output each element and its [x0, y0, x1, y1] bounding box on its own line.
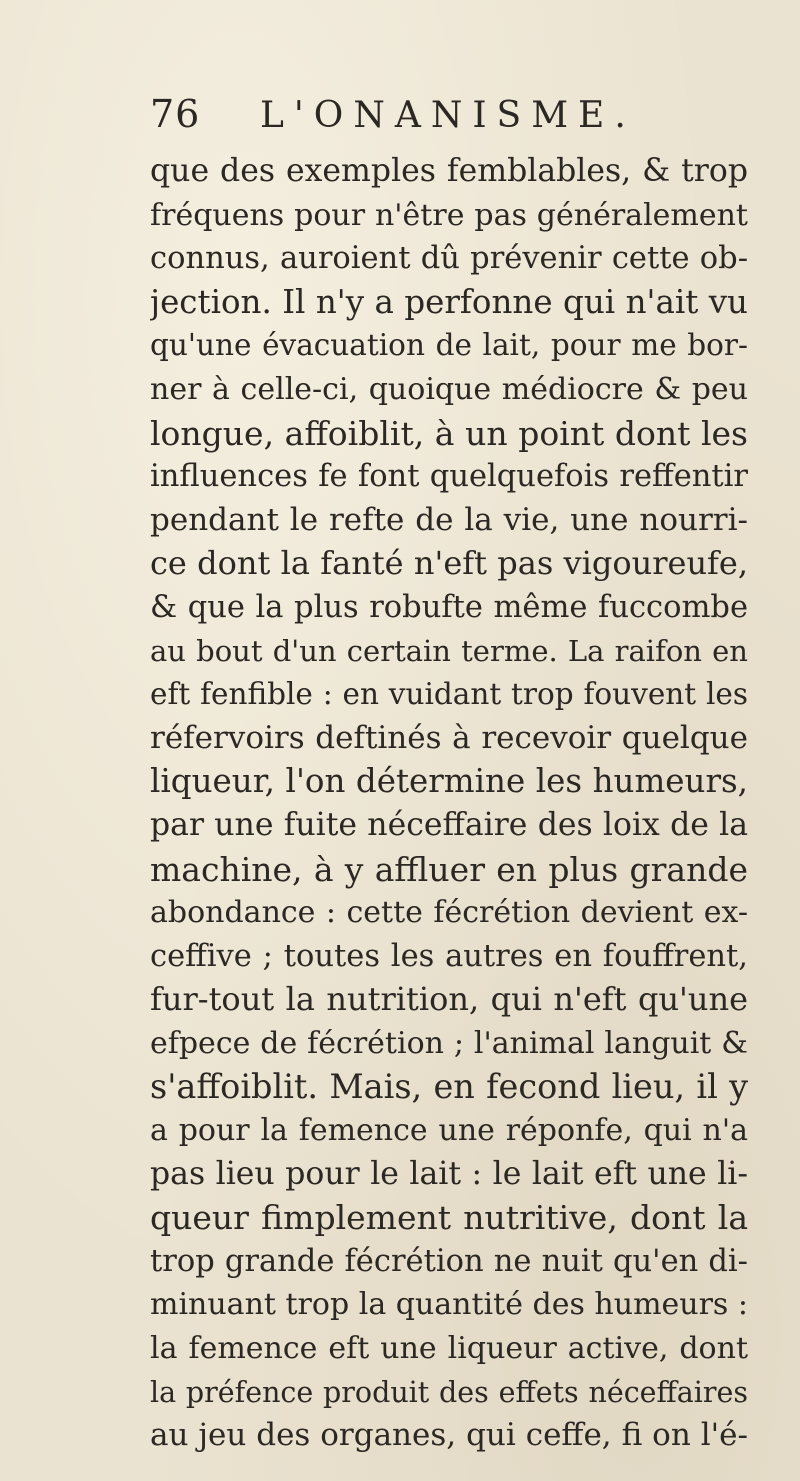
text-line: queur fimplement nutritive, dont la [150, 1198, 748, 1238]
text-line: jection. Il n'y a perfonne qui n'ait vu [150, 282, 748, 321]
text-line: la préfence produit des effets néceffaires [150, 1375, 748, 1409]
page-number: 76 [150, 92, 201, 136]
text-line: qu'une évacuation de lait, pour me bor- [150, 328, 748, 363]
text-line: que des exemples femblables, & trop [150, 153, 748, 189]
text-line: longue, affoiblit, à un point dont les [150, 413, 748, 453]
text-line: ce dont la fanté n'eft pas vigoureufe, [150, 544, 748, 583]
text-line: pas lieu pour le lait : le lait eft une li- [150, 1155, 748, 1192]
text-line: minuant trop la quantité des humeurs : [150, 1287, 748, 1323]
body-text [150, 150, 748, 1458]
text-line: au jeu des organes, qui ceffe, fi on l'é- [150, 1417, 748, 1454]
text-line: ner à celle-ci, quoique médiocre & peu [150, 371, 748, 407]
text-line: eft fenfible : en vuidant trop fouvent les [150, 677, 748, 712]
text-line: abondance : cette fécrétion devient ex- [150, 895, 748, 931]
text-line: s'affoiblit. Mais, en fecond lieu, il y [150, 1067, 748, 1107]
text-line: ceffive ; toutes les autres en fouffrent, [150, 938, 748, 974]
text-line: au bout d'un certain terme. La raifon en [150, 633, 748, 668]
text-line: & que la plus robufte même fuccombe [150, 589, 748, 625]
text-line: influences fe font quelquefois reffentir [150, 459, 748, 495]
text-line: la femence eft une liqueur active, dont [150, 1331, 748, 1367]
text-line: connus, auroient dû prévenir cette ob- [150, 241, 748, 277]
text-line: pendant le refte de la vie, une nourri- [150, 501, 748, 538]
text-line: réfervoirs deftinés à recevoir quelque [150, 719, 748, 756]
text-line: trop grande fécrétion ne nuit qu'en di- [150, 1243, 748, 1279]
text-line: liqueur, l'on détermine les humeurs, [150, 762, 748, 801]
text-line: fur-tout la nutrition, qui n'eft qu'une [150, 980, 748, 1019]
text-line: machine, à y affluer en plus grande [150, 849, 748, 889]
running-title: L'ONANISME. [260, 95, 636, 136]
text-line: efpece de fécrétion ; l'animal languit & [150, 1025, 748, 1061]
text-line: par une fuite néceffaire des loix de la [150, 806, 748, 843]
running-head [150, 88, 750, 140]
text-line: fréquens pour n'être pas généralement [150, 197, 748, 233]
text-line: a pour la femence une réponfe, qui n'a [150, 1113, 748, 1149]
